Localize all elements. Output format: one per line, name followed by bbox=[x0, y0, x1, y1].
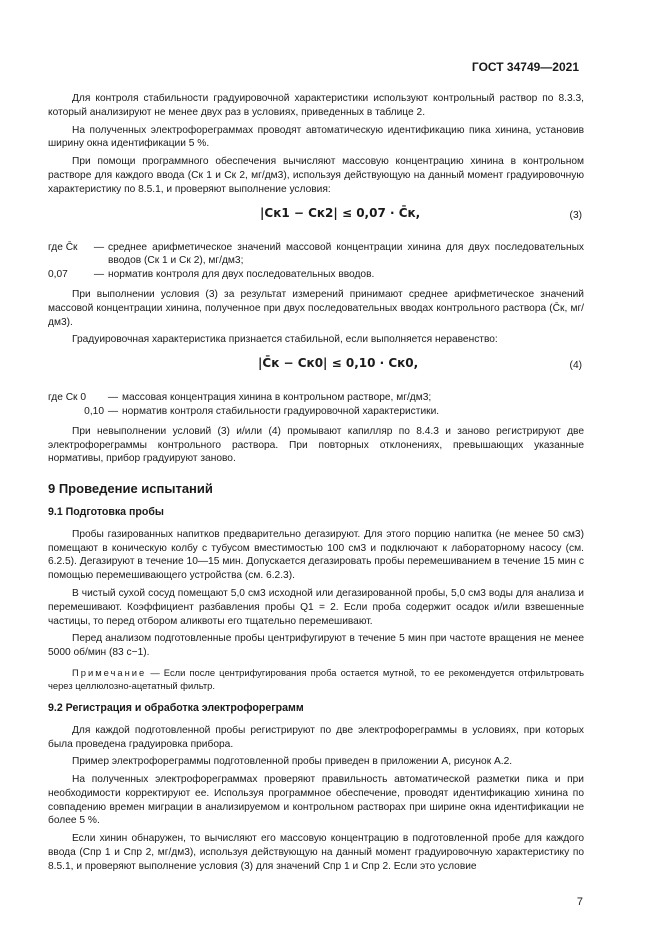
section-heading: 9 Проведение испытаний bbox=[48, 481, 213, 497]
paragraph: Для контроля стабильности градуировочной характеристики используют контрольный раствор по 8.3.3, который анализируют не менее двух раз в условиях, приведенных в таблице 2. bbox=[48, 93, 584, 118]
definition-symbol: где Cк 0 bbox=[48, 392, 87, 404]
formula-expression: |C̄к − Cк0| ≤ 0,10 · Cк0, bbox=[258, 356, 419, 371]
formula-number: (3) bbox=[569, 209, 582, 221]
paragraph: В чистый сухой сосуд помещают 5,0 см3 исходной или дегазированной пробы, 5,0 см3 воды для анализа и перемешивают. Коэффициент разбавления пробы Q1 = 2. Если проба содержит осадок и/или взвешенные частицы, то перед отбором аликвоты его тщательно перемешивают. bbox=[48, 587, 584, 627]
subsection-heading: 9.1 Подготовка пробы bbox=[48, 505, 164, 518]
paragraph: При помощи программного обеспечения вычисляют массовую концентрацию хинина в контрольном растворе для каждого ввода (Cк 1 и Cк 2, мг/дм3), используя действующую на данный момент градуировочную характеристику по 8.5.1, и проверяют выполнение условия: bbox=[48, 156, 584, 195]
formula-3 bbox=[48, 205, 584, 231]
formula-4-definitions bbox=[48, 391, 584, 419]
definition-row: 0,10 — норматив контроля стабильности градуировочной характеристики. bbox=[48, 405, 584, 419]
paragraph: На полученных электрофореграммах проверяют правильность автоматической разметки пика и при необходимости корректируют ее. Используя программное обеспечение, проводят идентификацию хинина по совпадению времен миграции в анализируемом и контрольном растворах при ширине окна идентификации не более 5 %. bbox=[48, 774, 584, 827]
paragraph: Пример электрофореграммы подготовленной пробы приведен в приложении А, рисунок А.2. bbox=[72, 756, 513, 768]
paragraph: Перед анализом подготовленные пробы центрифугируют в течение 5 мин при частоте вращения не менее 5000 об/мин (83 с−1). bbox=[48, 633, 584, 659]
paragraph: Если хинин обнаружен, то вычисляют его массовую концентрацию в подготовленной пробе для каждого ввода (Cпр 1 и Cпр 2, мг/дм3), используя действующую на данный момент градуировочную характеристику по 8.5.1, и проверяют выполнение условия (3) для значений Cпр 1 и Cпр 2. Если это условие bbox=[48, 833, 584, 872]
note bbox=[48, 666, 584, 692]
standard-header: ГОСТ 34749—2021 bbox=[471, 60, 579, 74]
paragraph: Для каждой подготовленной пробы регистрируют по две электрофореграммы в условиях, при которых была проведена градуировка прибора. bbox=[48, 724, 584, 750]
formula-4 bbox=[48, 355, 584, 381]
formula-number: (4) bbox=[569, 360, 582, 372]
definition-text: среднее арифметическое значений массовой концентрации хинина для двух последовательных вводов (Cк 1 и Cк 2), мг/дм3; bbox=[108, 241, 584, 267]
paragraph: На полученных электрофореграммах проводят автоматическую идентификацию пика хинина, установив ширину окна идентификации 5 %. bbox=[48, 124, 584, 150]
definition-row: 0,07 — норматив контроля для двух последовательных вводов. bbox=[48, 268, 584, 282]
page-content bbox=[48, 92, 584, 878]
definition-text: массовая концентрация хинина в контрольном растворе, мг/дм3; bbox=[122, 392, 432, 404]
page-number: 7 bbox=[576, 896, 583, 908]
subsection-heading: 9.2 Регистрация и обработка электрофореграмм bbox=[48, 701, 304, 714]
definition-text: норматив контроля для двух последовательных вводов. bbox=[108, 269, 375, 281]
definition-symbol: где C̄к bbox=[48, 241, 78, 253]
paragraph: Градуировочная характеристика признается стабильной, если выполняется неравенство: bbox=[72, 334, 498, 346]
formula-3-definitions bbox=[48, 241, 584, 282]
note-label: Примечание bbox=[72, 666, 147, 678]
definition-row: где C̄к — среднее арифметическое значений массовой концентрации хинина для двух последовательных вводов (Cк 1 и Cк 2), мг/дм3; bbox=[48, 241, 584, 267]
definition-symbol: 0,07 bbox=[48, 269, 68, 281]
paragraph: При выполнении условия (3) за результат измерений принимают среднее арифметическое значений массовой концентрации хинина, полученное при двух последовательных вводах контрольного раствора (C̄к, мг/дм3). bbox=[48, 288, 584, 328]
paragraph: При невыполнении условий (3) и/или (4) промывают капилляр по 8.4.3 и заново регистрируют две электрофореграммы контрольного раствора. При повторных отклонениях, превышающих указанные нормативы, прибор градуируют заново. bbox=[48, 425, 584, 465]
definition-row: где Cк 0 — массовая концентрация хинина в контрольном растворе, мг/дм3; bbox=[48, 391, 584, 405]
note-text: — Если после центрифугирования проба остается мутной, то ее рекомендуется отфильтровать через целлюлозно-ацетатный фильтр. bbox=[48, 666, 584, 691]
formula-expression: |Cк1 − Cк2| ≤ 0,07 · C̄к, bbox=[260, 205, 421, 220]
paragraph: Пробы газированных напитков предварительно дегазируют. Для этого порцию напитка (не менее 50 см3) помещают в коническую колбу с тубусом вместимостью 100 см3 и подключают к лабораторному насосу (см. 6.2.5). Дегазируют в течение 10—15 мин. Допускается дегазировать пробы перемешиванием в течение 15 мин с помощью перемешивающего устройства (см. 6.2.3). bbox=[48, 528, 584, 582]
definition-symbol: 0,10 bbox=[84, 405, 104, 417]
definition-text: норматив контроля стабильности градуировочной характеристики. bbox=[122, 405, 440, 417]
